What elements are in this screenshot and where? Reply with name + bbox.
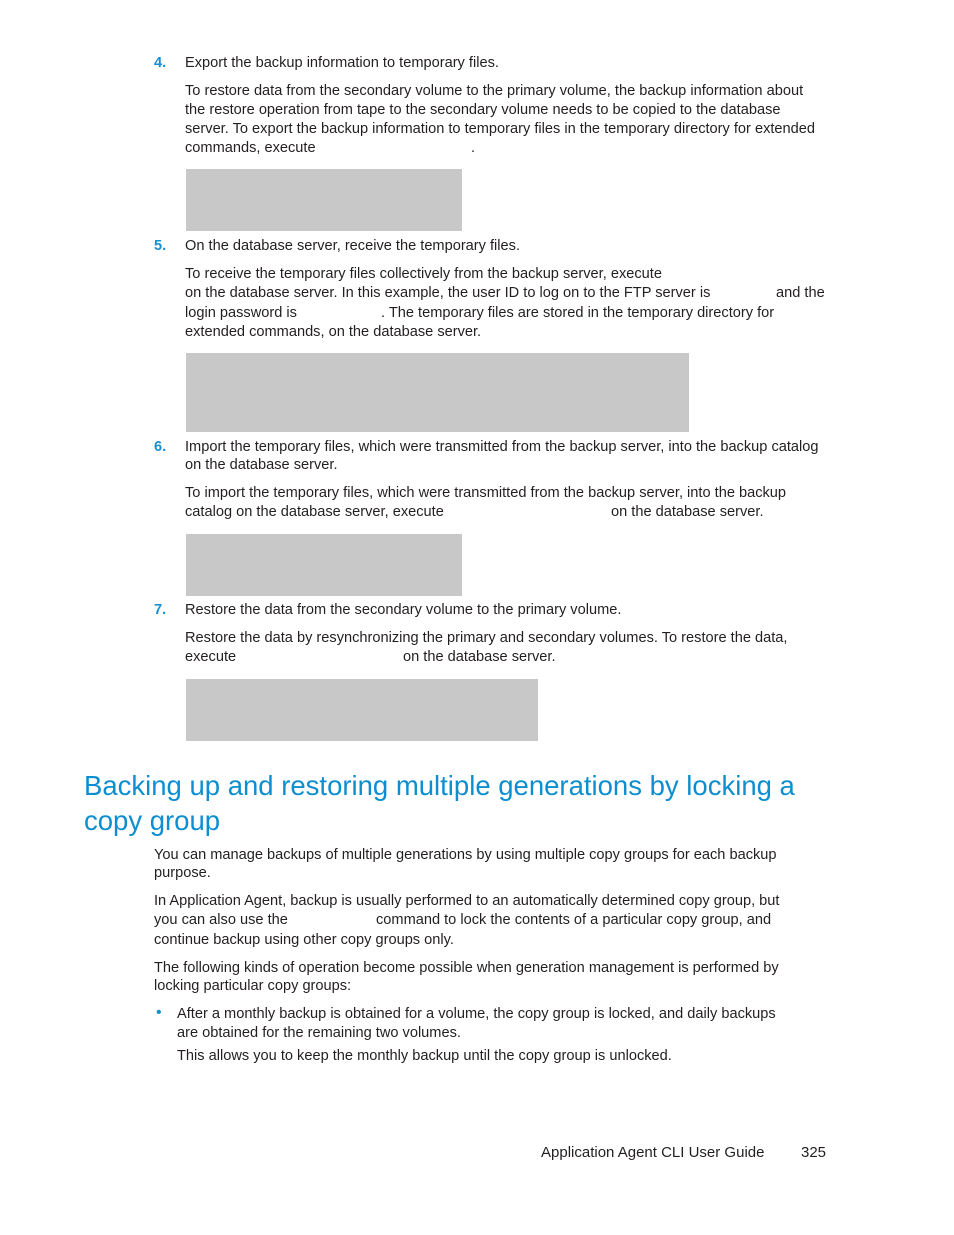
step-4-title: Export the backup information to temporary files. bbox=[185, 55, 499, 71]
paragraph-line: In Application Agent, backup is usually performed to an automatically determined copy group, but bbox=[154, 893, 780, 909]
section-heading: Backing up and restoring multiple generations by locking a bbox=[84, 770, 795, 801]
step-5-title: On the database server, receive the temporary files. bbox=[185, 238, 521, 254]
step-5-body-line: login password is bbox=[185, 305, 297, 321]
bullet-line: are obtained for the remaining two volumes. bbox=[177, 1025, 461, 1041]
paragraph-line: The following kinds of operation become possible when generation management is performed by bbox=[154, 960, 779, 976]
step-4-number: 4. bbox=[154, 55, 167, 71]
step-4-body-line: To restore data from the secondary volume to the primary volume, the backup information about bbox=[185, 83, 804, 99]
step-5-number: 5. bbox=[154, 238, 167, 254]
step-4-body-period: . bbox=[471, 140, 476, 156]
step-6-body-line: To import the temporary files, which were transmitted from the backup server, into the backup bbox=[185, 485, 787, 501]
code-block-import bbox=[186, 534, 462, 596]
step-6-number: 6. bbox=[154, 439, 167, 455]
step-4-body-line: commands, execute bbox=[185, 140, 316, 156]
step-7-body-fragment: on the database server. bbox=[403, 649, 556, 665]
code-block-ftp bbox=[186, 353, 689, 432]
step-7-number: 7. bbox=[154, 602, 167, 618]
step-7-body-line: execute bbox=[185, 649, 237, 665]
step-6-body-line: catalog on the database server, execute bbox=[185, 504, 444, 520]
code-block-restore bbox=[186, 679, 538, 741]
step-5-body-fragment: and the bbox=[776, 285, 825, 301]
paragraph-line: locking particular copy groups: bbox=[154, 978, 352, 994]
step-6-body-fragment: on the database server. bbox=[611, 504, 764, 520]
page-number: 325 bbox=[801, 1144, 827, 1161]
bullet-line: After a monthly backup is obtained for a volume, the copy group is locked, and daily backups bbox=[177, 1006, 776, 1022]
bullet-note: This allows you to keep the monthly backup until the copy group is unlocked. bbox=[177, 1048, 672, 1064]
bullet-icon: • bbox=[156, 1004, 162, 1021]
step-6-title-cont: on the database server. bbox=[185, 457, 338, 473]
step-5-body-line: on the database server. In this example, the user ID to log on to the FTP server is bbox=[185, 285, 711, 301]
paragraph-line: you can also use the bbox=[154, 912, 288, 928]
code-block-export bbox=[186, 169, 462, 231]
step-7-body-line: Restore the data by resynchronizing the primary and secondary volumes. To restore the data, bbox=[185, 630, 788, 646]
paragraph-line: purpose. bbox=[154, 865, 211, 881]
step-5-body-line: To receive the temporary files collectively from the backup server, execute bbox=[185, 266, 662, 282]
step-6-title: Import the temporary files, which were transmitted from the backup server, into the backup catalog bbox=[185, 439, 819, 455]
footer-guide-title: Application Agent CLI User Guide bbox=[541, 1144, 765, 1161]
step-4-body-line: the restore operation from tape to the secondary volume needs to be copied to the database bbox=[185, 102, 781, 118]
paragraph-fragment: command to lock the contents of a particular copy group, and bbox=[376, 912, 772, 928]
step-5-body-line: extended commands, on the database server. bbox=[185, 324, 482, 340]
paragraph-line: You can manage backups of multiple generations by using multiple copy groups for each backup bbox=[154, 847, 777, 863]
step-7-title: Restore the data from the secondary volume to the primary volume. bbox=[185, 602, 622, 618]
section-heading-cont: copy group bbox=[84, 805, 221, 836]
step-4-body-line: server. To export the backup information to temporary files in the temporary directory for extended bbox=[185, 121, 816, 137]
step-5-body-fragment: . The temporary files are stored in the temporary directory for bbox=[381, 305, 775, 321]
paragraph-line: continue backup using other copy groups only. bbox=[154, 932, 454, 948]
